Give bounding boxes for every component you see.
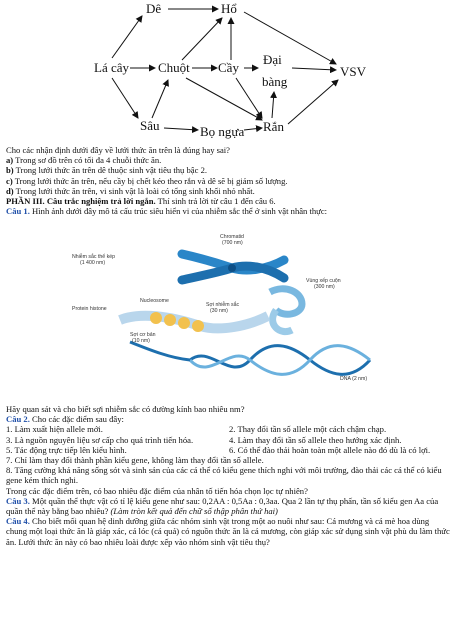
q2-feature-4: 4. Làm thay đổi tần số allele theo hướng xác định. xyxy=(229,434,402,445)
label-basic-size: (10 nm) xyxy=(132,338,150,344)
node-de: Dê xyxy=(146,1,162,16)
label-coil-region: Vùng xếp cuộn xyxy=(306,278,341,284)
node-vsv: VSV xyxy=(340,64,367,79)
statement-c: c) Trong lưới thức ăn trên, nếu cầy bị chết kéo theo rắn và dê sẽ bị giảm số lượng. xyxy=(6,175,288,186)
node-chuot: Chuột xyxy=(158,60,190,75)
q2-feature-1: 1. Làm xuất hiện allele mới. xyxy=(6,424,103,435)
statements-intro: Cho các nhận định dưới đây về lưới thức ăn trên là đúng hay sai? xyxy=(6,145,230,155)
q2-ask: Trong các đặc điểm trên, có bao nhiêu đặc điểm của nhân tố tiến hóa chọn lọc tự nhiên? xyxy=(6,485,308,496)
q2-feature-3: 3. Là nguồn nguyên liệu sơ cấp cho quá trình tiến hóa. xyxy=(6,434,194,445)
q2-row-3 xyxy=(6,445,452,455)
dna-helix xyxy=(130,342,370,374)
q2-feature-8: 8. Tăng cường khả năng sống sót và sinh sản của các cá thể có kiểu gene thích nghi với môi trường, đào thải các cá thể có kiểu gene kém thích nghi. xyxy=(6,465,442,486)
node-dai-bang-line1: Đại xyxy=(263,52,282,67)
q2-feature-5: 5. Tác động trực tiếp lên kiểu hình. xyxy=(6,444,127,455)
food-web-diagram xyxy=(0,0,457,140)
label-histone: Protein histone xyxy=(72,306,107,312)
part3-heading: PHẦN III. Câu trắc nghiệm trả lời ngắn. Thí sinh trả lời từ câu 1 đến câu 6. xyxy=(6,196,276,207)
node-cay: Cầy xyxy=(218,60,239,75)
chromatin-fiber xyxy=(120,312,268,332)
question-1: Câu 1. Hình ảnh dưới đây mô tả cấu trúc siêu hiển vi của nhiễm sắc thể ở sinh vật nhân thực: xyxy=(6,206,328,217)
statement-d: d) Trong lưới thức ăn trên, vi sinh vật là loài có tổng sinh khối nhỏ nhất. xyxy=(6,185,255,196)
label-chromatin-size: (30 nm) xyxy=(210,308,228,314)
label-chromatin-fiber: Sợi nhiễm sắc xyxy=(206,302,240,308)
label-double-chromosome: Nhiễm sắc thể kép xyxy=(72,254,115,260)
q2-row-1 xyxy=(6,424,452,434)
statement-a: a) Trong sơ đồ trên có tối đa 4 chuỗi thức ăn. xyxy=(6,155,162,166)
label-chromatid-size: (700 nm) xyxy=(222,240,243,246)
q2-feature-6: 6. Có thể đào thải hoàn toàn một allele nào đó dù là có lợi. xyxy=(229,444,431,455)
question-4: Câu 4. Cho biết mối quan hệ dinh dưỡng giữa các nhóm sinh vật trong một ao nuôi như sau: Cá mương và cá mè hoa dùng chung một loại thức ăn là giáp xác, cá lóc (cá quả) có nguồn thức ăn là cá mương, còn giáp xác sử dụng sinh vật phù du làm thức ăn. Lưới thức ăn này có bao nhiêu loài được xếp vào nhóm sinh vật tiêu thụ? xyxy=(6,516,450,547)
q2-row-2 xyxy=(6,435,452,445)
statements-block xyxy=(6,145,452,216)
node-bo-ngua: Bọ ngựa xyxy=(200,124,245,139)
q2-feature-7: 7. Chỉ làm thay đổi thành phần kiểu gene, không làm thay đổi tần số allele. xyxy=(6,455,264,466)
label-basic-fiber: Sợi cơ bản xyxy=(130,332,156,338)
node-la-cay: Lá cây xyxy=(94,60,130,75)
chromosome-structure-figure xyxy=(70,232,390,410)
label-nucleosome: Nucleosome xyxy=(140,298,169,304)
node-ran: Rắn xyxy=(263,119,284,134)
chromosome-x-shape xyxy=(182,254,284,280)
label-dna: DNA (2 nm) xyxy=(340,376,368,382)
question-2: Câu 2. Cho các đặc điểm sau đây: xyxy=(6,414,124,425)
question-3: Câu 3. Một quần thể thực vật có tỉ lệ kiểu gene như sau: 0,2AA : 0,5Aa : 0,3aa. Qua 2 lần tự thụ phấn, tần số kiểu gen Aa của quần thể này bằng bao nhiêu? (Làm tròn kết quả đến chữ số thập phân thứ hai) xyxy=(6,495,439,517)
question-1-ask: Hãy quan sát và cho biết sợi nhiễm sắc có đường kính bao nhiêu nm? xyxy=(6,404,245,414)
label-double-size: (1 400 nm) xyxy=(80,260,106,266)
label-coil-size: (300 nm) xyxy=(314,284,335,290)
statement-b: b) Trong lưới thức ăn trên dê thuộc sinh vật tiêu thụ bậc 2. xyxy=(6,165,208,176)
node-ho: Hổ xyxy=(221,1,237,16)
q2-feature-2: 2. Thay đổi tần số allele một cách chậm chạp. xyxy=(229,424,387,435)
questions-block xyxy=(6,404,452,547)
coil-region xyxy=(270,289,302,332)
label-chromatid: Chromatid xyxy=(220,234,244,240)
node-dai-bang-line2: bàng xyxy=(262,74,288,89)
node-sau: Sâu xyxy=(140,118,160,133)
